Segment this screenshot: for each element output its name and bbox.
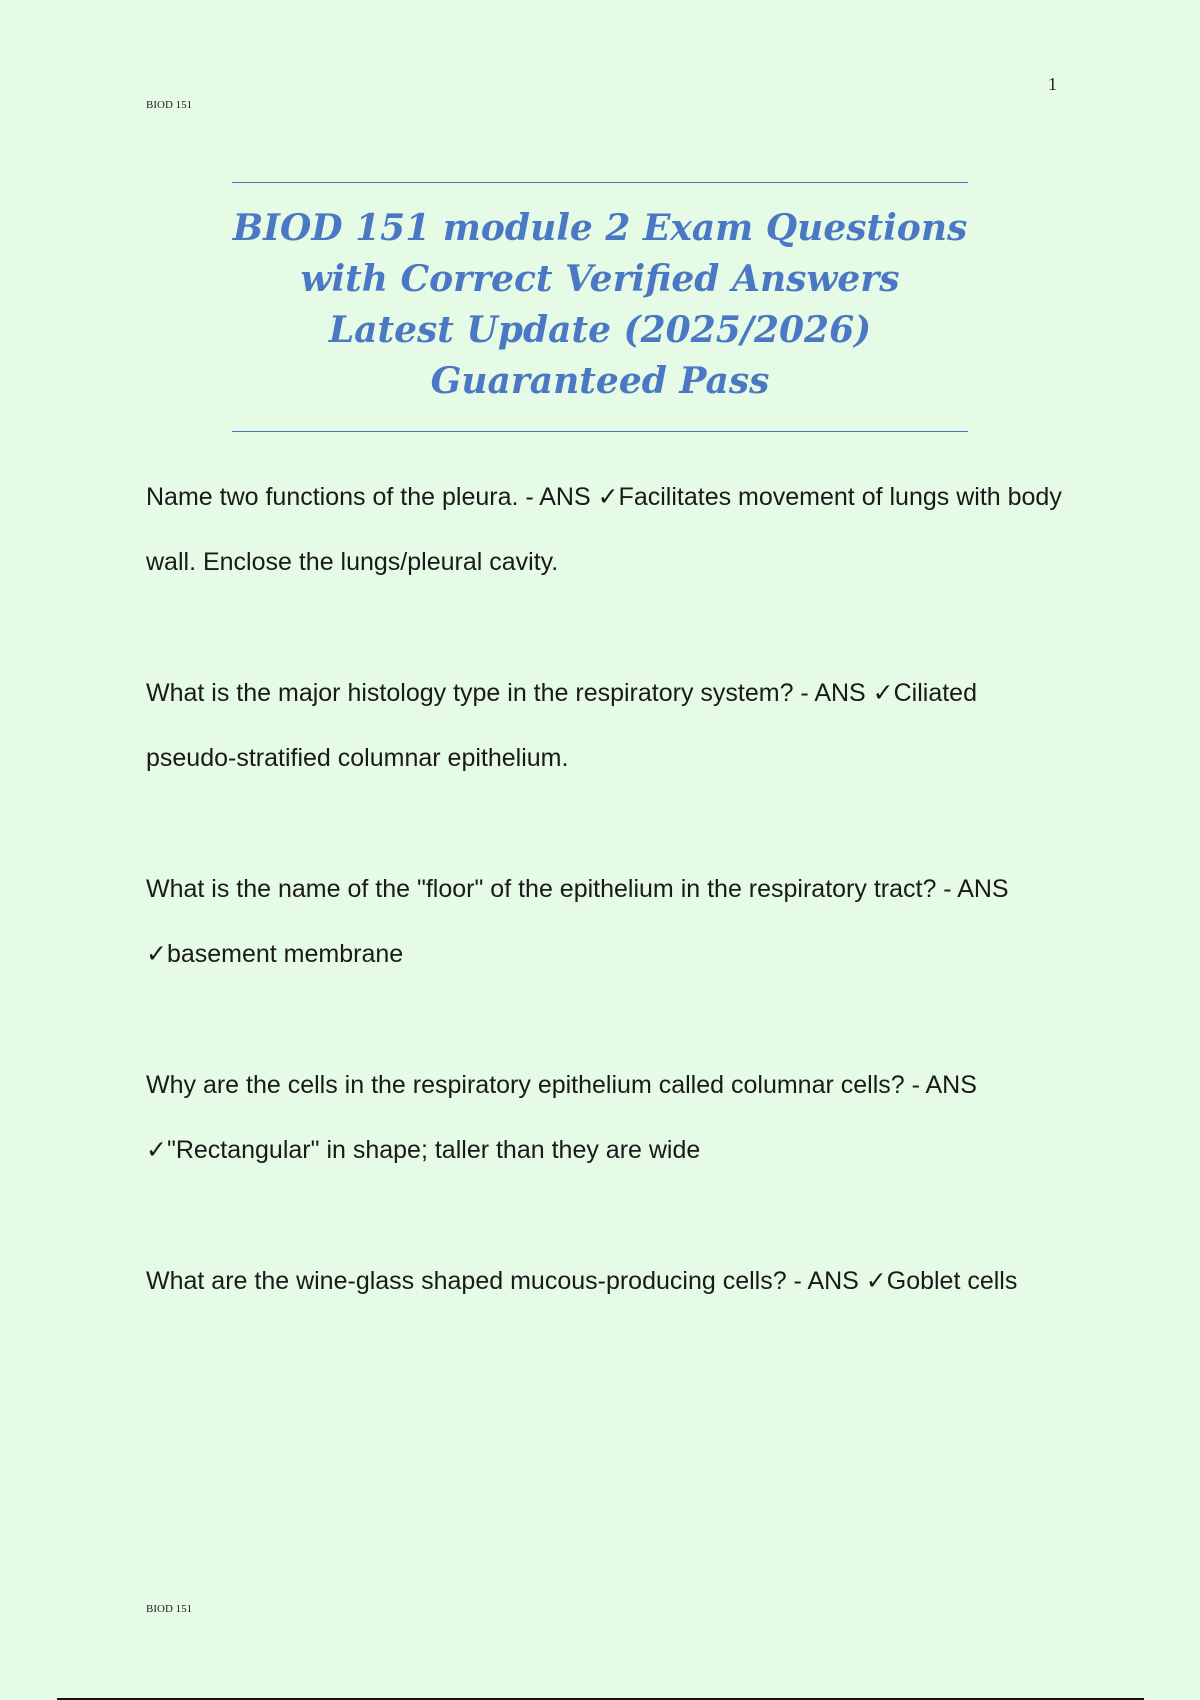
title-block xyxy=(232,182,968,432)
footer-course-label: BIOD 151 xyxy=(146,1603,193,1615)
document-title: BIOD 151 module 2 Exam Questions with Correct Verified Answers Latest Update (2025/2026) Guaranteed Pass xyxy=(232,207,968,402)
qa-item: What is the major histology type in the respiratory system? - ANS ✓Ciliated pseudo-stratified columnar epithelium. xyxy=(146,679,977,772)
qa-item: What are the wine-glass shaped mucous-producing cells? - ANS ✓Goblet cells xyxy=(146,1267,1018,1295)
page-number: 1 xyxy=(1048,74,1057,94)
qa-item: What is the name of the "floor" of the epithelium in the respiratory tract? - ANS ✓basement membrane xyxy=(146,875,1009,968)
qa-item: Why are the cells in the respiratory epithelium called columnar cells? - ANS ✓"Rectangular" in shape; taller than they are wide xyxy=(146,1071,977,1164)
header-course-label: BIOD 151 xyxy=(146,99,193,111)
qa-item: Name two functions of the pleura. - ANS ✓Facilitates movement of lungs with body wall. Enclose the lungs/pleural cavity. xyxy=(146,483,1062,576)
qa-list xyxy=(146,465,1066,1380)
title-bottom-rule xyxy=(232,431,968,432)
